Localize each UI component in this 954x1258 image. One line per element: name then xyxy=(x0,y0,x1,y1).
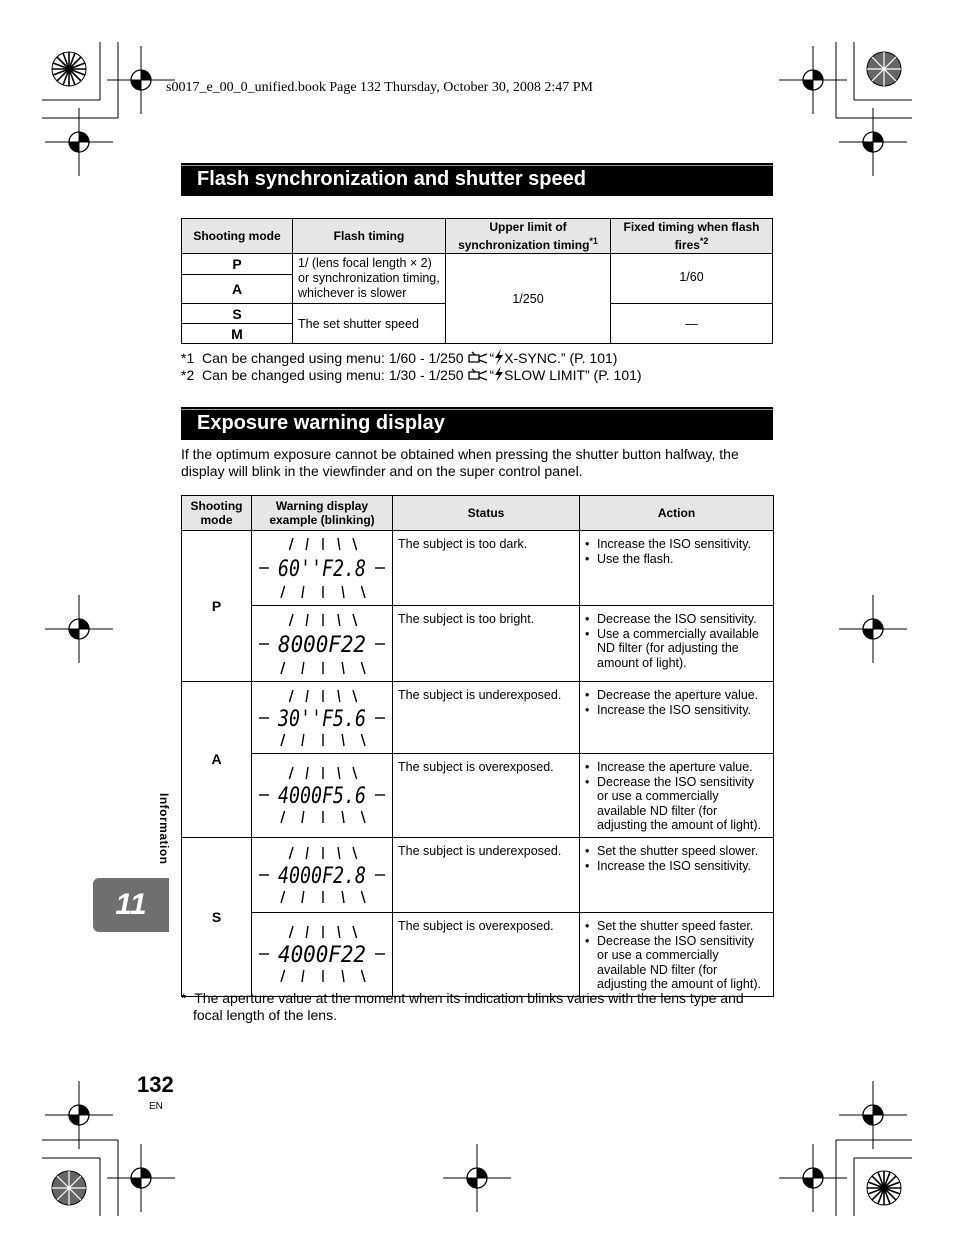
flash-sync-table xyxy=(181,218,773,344)
fixed-timing-pa: 1/60 xyxy=(611,254,773,304)
lcd-readout: 30''F5.6 xyxy=(277,706,366,732)
header-upper-limit: Upper limit of synchronization timing$^{*1}$ xyxy=(446,219,611,254)
header-flash-timing: Flash timing xyxy=(293,219,446,254)
status-text: The subject is underexposed. xyxy=(393,682,580,754)
lcd-cell xyxy=(252,837,393,912)
mode-p: P xyxy=(182,531,252,682)
action-list xyxy=(580,754,773,837)
lcd-readout: 8000F22 xyxy=(278,632,366,658)
action-item: • Set the shutter speed slower. xyxy=(597,844,768,859)
action-list xyxy=(580,531,773,570)
action-cell xyxy=(580,837,774,912)
header-warning-example: Warning display example (blinking) xyxy=(252,496,393,531)
lcd-display-blinking xyxy=(257,535,387,601)
lcd-display-blinking xyxy=(257,687,387,749)
mode-a: A xyxy=(182,275,293,304)
chapter-tab: 11 xyxy=(93,878,169,932)
book-info-header: s0017_e_00_0_unified.book Page 132 Thursday, October 30, 2008 2:47 PM xyxy=(166,80,593,95)
action-cell xyxy=(580,682,774,754)
mode-a: A xyxy=(182,682,252,838)
lcd-display-blinking xyxy=(257,611,387,677)
footnote: * The aperture value at the moment when its indication blinks varies with the lens type and focal length of the lens. xyxy=(181,990,744,1023)
lcd-cell xyxy=(252,531,393,606)
timing-sm: The set shutter speed xyxy=(293,304,446,344)
status-text: The subject is overexposed. xyxy=(393,754,580,838)
action-list xyxy=(580,682,773,721)
header-fixed-timing: Fixed timing when flash fires$^{*2}$ xyxy=(611,219,773,254)
status-text: The subject is overexposed. xyxy=(393,912,580,996)
timing-pa: 1/ (lens focal length × 2) or synchronization timing, whichever is slower xyxy=(293,254,446,304)
lcd-cell xyxy=(252,606,393,682)
menu-reference-icon xyxy=(467,351,489,365)
header-status: Status xyxy=(393,496,580,531)
section-title-flash-sync: Flash synchronization and shutter speed xyxy=(181,163,773,196)
action-item: • Decrease the ISO sensitivity or use a commercially available ND filter (for adjusting the amount of light). xyxy=(597,934,768,992)
lcd-cell xyxy=(252,912,393,996)
action-cell xyxy=(580,912,774,996)
action-list xyxy=(580,606,773,674)
action-item: • Increase the ISO sensitivity. xyxy=(597,859,768,874)
chapter-label: Information xyxy=(157,793,171,865)
mode-s: S xyxy=(182,837,252,996)
lcd-readout: 4000F22 xyxy=(278,943,366,969)
lcd-cell xyxy=(252,682,393,754)
exposure-warning-table xyxy=(181,495,774,997)
fixed-timing-sm: — xyxy=(611,304,773,344)
lcd-cell xyxy=(252,754,393,838)
action-item: • Decrease the ISO sensitivity or use a commercially available ND filter (for adjusting the amount of light). xyxy=(597,775,768,833)
action-cell xyxy=(580,531,774,606)
action-item: • Use a commercially available ND filter (for adjusting the amount of light). xyxy=(597,627,768,671)
action-item: • Increase the ISO sensitivity. xyxy=(597,703,768,718)
flash-icon xyxy=(494,349,504,365)
lcd-readout: 60''F2.8 xyxy=(278,557,366,582)
action-cell xyxy=(580,606,774,682)
action-item: • Use the flash. xyxy=(597,552,768,567)
menu-reference-icon xyxy=(467,368,489,382)
action-item: • Increase the ISO sensitivity. xyxy=(597,537,768,552)
lcd-display-blinking xyxy=(257,844,387,906)
section-title-exposure-warning: Exposure warning display xyxy=(181,407,773,440)
lcd-display-blinking xyxy=(257,923,387,985)
action-item: • Decrease the ISO sensitivity. xyxy=(597,612,768,627)
lcd-readout: 4000F2.8 xyxy=(278,863,366,889)
page-number: 132 xyxy=(137,1072,174,1097)
mode-s: S xyxy=(182,304,293,324)
note-1: *1 Can be changed using menu: 1/60 - 1/250 “ X-SYNC.” (P. 101) xyxy=(181,350,618,366)
status-text: The subject is too dark. xyxy=(393,531,580,606)
status-text: The subject is too bright. xyxy=(393,606,580,682)
status-text: The subject is underexposed. xyxy=(393,837,580,912)
language-code: EN xyxy=(149,1101,163,1112)
action-item: • Set the shutter speed faster. xyxy=(597,919,768,934)
action-list xyxy=(580,838,773,877)
upper-limit-value: 1/250 xyxy=(446,254,611,344)
flash-icon xyxy=(494,366,504,382)
header-shooting-mode: Shooting mode xyxy=(182,219,293,254)
lcd-readout: 4000F5.6 xyxy=(278,784,366,810)
mode-m: M xyxy=(182,324,293,344)
mode-p: P xyxy=(182,254,293,275)
exposure-intro: If the optimum exposure cannot be obtained when pressing the shutter button halfway, the display will blink in the viewfinder and on the super control panel. xyxy=(181,446,739,479)
action-item: • Increase the aperture value. xyxy=(597,760,768,775)
note-2: *2 Can be changed using menu: 1/30 - 1/250 “ SLOW LIMIT” (P. 101) xyxy=(181,367,642,383)
lcd-display-blinking xyxy=(257,764,387,826)
action-list xyxy=(580,913,773,996)
header-shooting-mode: Shooting mode xyxy=(182,496,252,531)
action-item: • Decrease the aperture value. xyxy=(597,688,768,703)
action-cell xyxy=(580,754,774,838)
header-action: Action xyxy=(580,496,774,531)
